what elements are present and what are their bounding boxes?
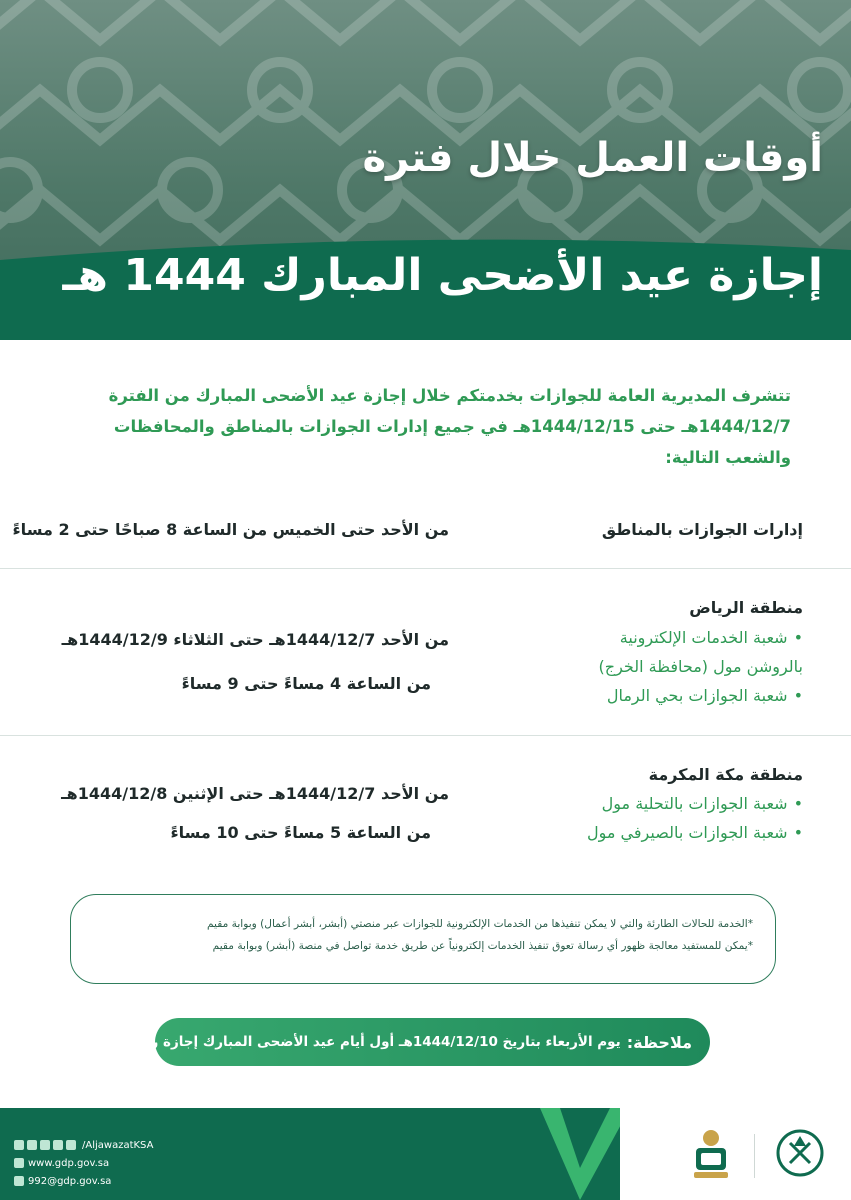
globe-icon (14, 1158, 24, 1168)
makkah-title: منطقة مكة المكرمة (648, 765, 803, 784)
note-label: ملاحظة: (626, 1032, 692, 1052)
makkah-dates: من الأحد 1444/12/7هـ حتى الإثنين 1444/12/8هـ (61, 784, 449, 803)
list-item: •شعبة الجوازات بالتحلية مول (601, 794, 803, 813)
riyadh-hours: من الساعة 4 مساءً حتى 9 مساءً (181, 674, 431, 693)
header-banner (0, 0, 851, 340)
email-icon (14, 1176, 24, 1186)
page-title: أوقات العمل خلال فترة (362, 135, 823, 181)
divider (754, 1134, 755, 1178)
riyadh-dates: من الأحد 1444/12/7هـ حتى الثلاثاء 1444/12/9هـ (61, 630, 449, 649)
intro-line: تتشرف المديرية العامة للجوازات بخدمتكم خلال إجازة عيد الأضحى المبارك من الفترة (108, 386, 791, 405)
makkah-branches (587, 789, 803, 847)
social-line (14, 1136, 153, 1154)
ministry-emblem-icon (770, 1128, 830, 1178)
footer-contact (14, 1136, 153, 1190)
social-handle[interactable]: /AljawazatKSA (82, 1139, 154, 1151)
intro-line: والشعب التالية: (665, 448, 791, 467)
check-mark-icon (540, 1108, 630, 1200)
regions-time: من الأحد حتى الخميس من الساعة 8 صباحًا حتى 2 مساءً (12, 520, 449, 539)
page-subtitle: إجازة عيد الأضحى المبارك 1444 هـ (62, 250, 823, 301)
intro-paragraph (91, 380, 791, 473)
list-item: •شعبة الخدمات الإلكترونية (619, 628, 803, 647)
list-item: •شعبة الجوازات بحي الرمال (606, 686, 803, 705)
snapchat-icon[interactable] (66, 1140, 76, 1150)
website-line (14, 1154, 153, 1172)
email-line (14, 1172, 153, 1190)
divider (0, 735, 851, 736)
passports-logo-icon (686, 1126, 736, 1182)
riyadh-branches (599, 623, 803, 710)
notes-box (70, 894, 776, 984)
youtube-icon[interactable] (14, 1140, 24, 1150)
divider (0, 568, 851, 569)
facebook-icon[interactable] (27, 1140, 37, 1150)
email-link[interactable]: 992@gdp.gov.sa (28, 1175, 112, 1187)
riyadh-title: منطقة الرياض (689, 598, 803, 617)
note-line: *الخدمة للحالات الطارئة والتي لا يمكن تنفيذها من الخدمات الإلكترونية للجوازات عبر منصتي (أبشر، أبشر أعمال) وبوابة مقيم (207, 918, 753, 930)
note-line: *يمكن للمستفيد معالجة ظهور أي رسالة تعوق تنفيذ الخدمات إلكترونياً عن طريق خدمة تواصل في منصة (أبشر) وبوابة مقيم (212, 940, 753, 952)
holiday-note (114, 1018, 710, 1066)
note-text: يوم الأربعاء بتاريخ 1444/12/10هـ أول أيام عيد الأضحى المبارك إجازة رسمية (114, 1034, 621, 1050)
makkah-hours: من الساعة 5 مساءً حتى 10 مساءً (170, 823, 431, 842)
list-item: بالروشن مول (محافظة الخرج) (598, 657, 803, 676)
intro-line: 1444/12/7هـ حتى 1444/12/15هـ في جميع إدارات الجوازات بالمناطق والمحافظات (113, 417, 791, 436)
twitter-icon[interactable] (40, 1140, 50, 1150)
list-item: •شعبة الجوازات بالصيرفي مول (587, 823, 803, 842)
regions-label: إدارات الجوازات بالمناطق (601, 520, 803, 539)
instagram-icon[interactable] (53, 1140, 63, 1150)
social-icons (14, 1140, 76, 1150)
website-link[interactable]: www.gdp.gov.sa (28, 1157, 110, 1169)
